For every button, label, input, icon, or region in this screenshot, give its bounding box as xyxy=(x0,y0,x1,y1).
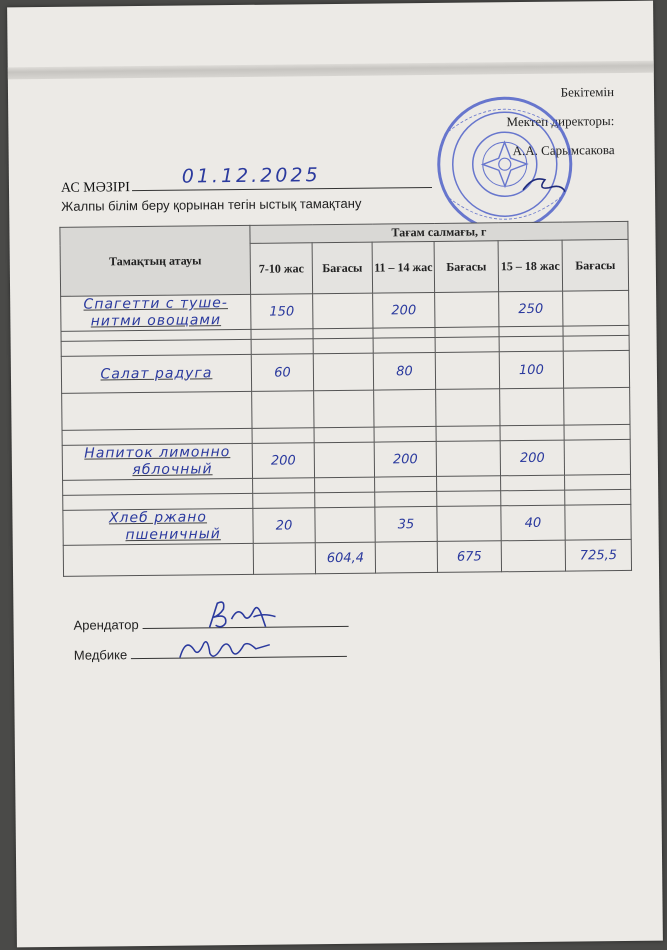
table-row xyxy=(62,387,630,430)
director-position: Мектеп директоры: xyxy=(506,113,615,130)
weight-11-14: 80 xyxy=(396,363,413,379)
table-row xyxy=(62,439,630,480)
date-line xyxy=(132,164,432,191)
col-header-weight: Тағам салмағы, г xyxy=(250,221,628,243)
nurse-label: Медбике xyxy=(73,647,128,663)
sub-header: Бағасы xyxy=(434,241,499,293)
weight-7-10: 200 xyxy=(270,452,296,469)
weight-15-18: 250 xyxy=(518,301,544,317)
menu-subtitle: Жалпы білім беру қорынан тегін ыстық тамақтану xyxy=(61,195,362,214)
dish-name: Хлеб ржано пшеничный xyxy=(63,508,253,545)
weight-7-10: 150 xyxy=(269,303,295,320)
sub-header: Бағасы xyxy=(312,242,373,294)
table-row xyxy=(61,350,629,393)
table-row xyxy=(63,504,631,545)
col-header-dish-name: Тамақтың атауы xyxy=(60,225,251,296)
weight-7-10: 20 xyxy=(275,517,293,534)
sub-header: 11 – 14 жас xyxy=(372,241,435,293)
menu-title xyxy=(60,164,432,197)
weight-7-10: 60 xyxy=(274,364,291,381)
tenant-label: Арендатор xyxy=(73,617,139,633)
total-price-11-14: 675 xyxy=(456,548,482,565)
copier-band xyxy=(8,61,654,80)
dish-name: Напиток лимонно яблочный xyxy=(62,443,252,480)
table-row xyxy=(61,290,629,331)
nurse-signature-icon xyxy=(176,633,276,666)
menu-date: 01.12.2025 xyxy=(181,164,321,188)
seal-stamp-icon xyxy=(434,93,575,234)
menu-table xyxy=(59,221,632,577)
weight-11-14: 200 xyxy=(392,451,418,467)
tenant-signature-icon xyxy=(203,597,283,634)
weight-15-18: 100 xyxy=(518,362,544,378)
sub-header: Бағасы xyxy=(562,239,629,291)
weight-15-18: 40 xyxy=(524,515,542,531)
weight-11-14: 200 xyxy=(391,302,417,318)
totals-row xyxy=(63,539,631,576)
total-price-15-18: 725,5 xyxy=(579,547,618,563)
approved-label: Бекітемін xyxy=(560,84,615,100)
sub-header: 7-10 жас xyxy=(250,243,313,295)
weight-15-18: 200 xyxy=(519,450,545,466)
weight-11-14: 35 xyxy=(397,516,415,532)
director-name: А.А. Сарымсакова xyxy=(512,142,615,159)
total-price-7-10: 604,4 xyxy=(326,550,365,566)
dish-name: Салат радуга xyxy=(61,354,251,393)
menu-title-label: АС МӘЗІРІ xyxy=(60,180,131,196)
sub-header: 15 – 18 жас xyxy=(498,240,563,292)
dish-name: Спагетти с туше- нитми овощами xyxy=(61,294,251,331)
document-page xyxy=(7,1,663,948)
